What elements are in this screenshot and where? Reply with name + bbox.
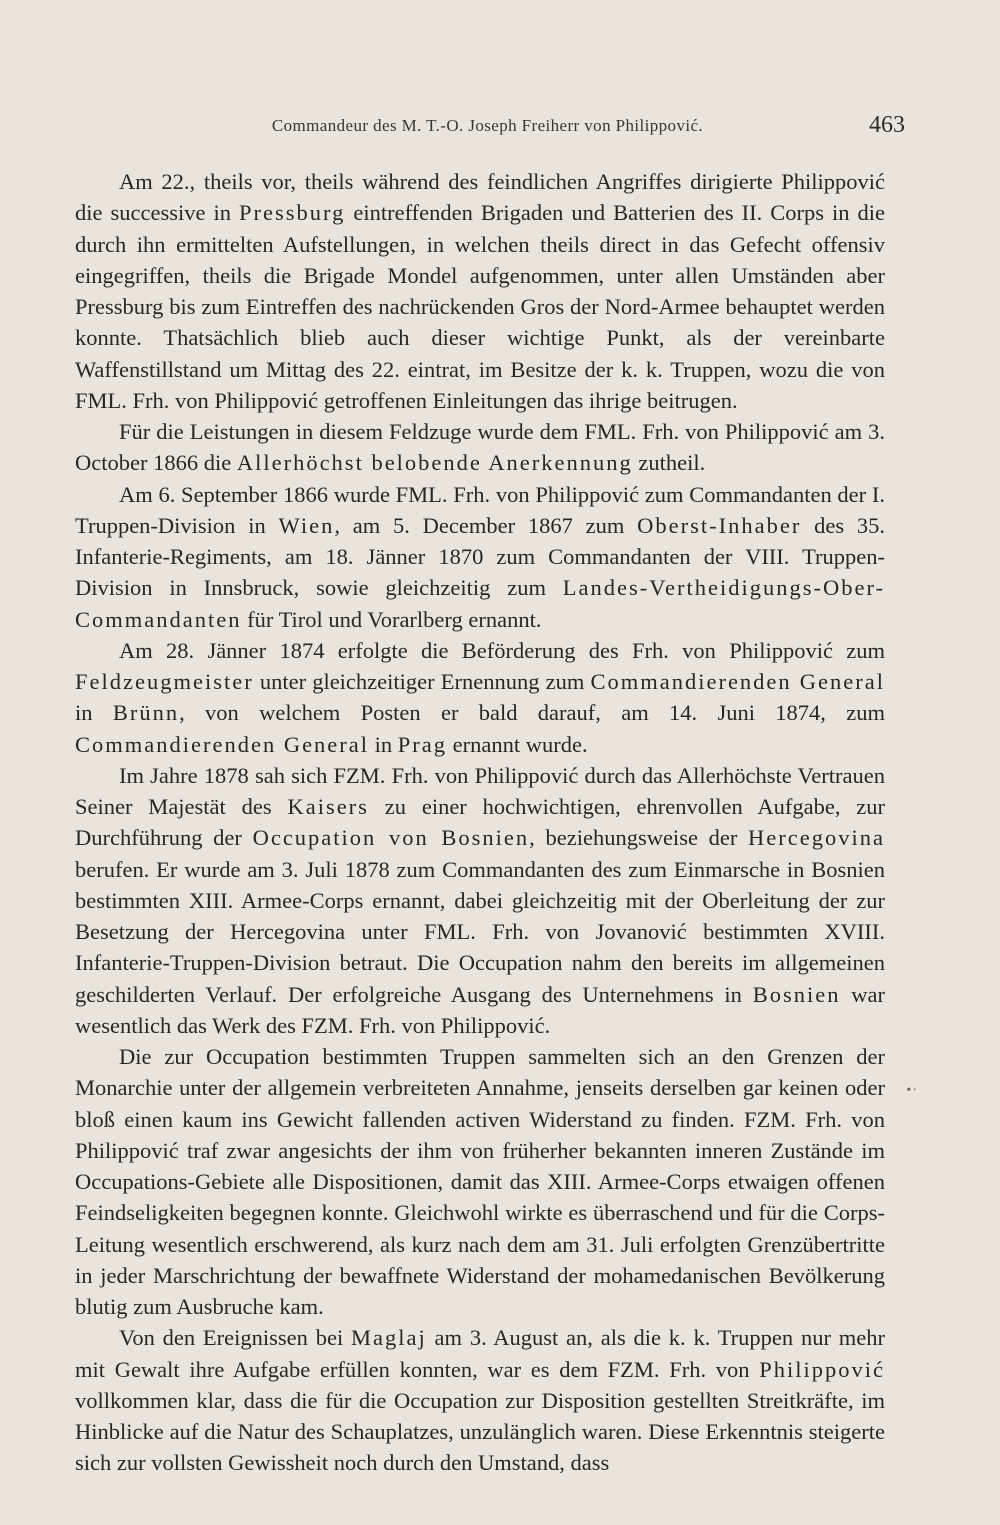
spaced-emphasis: Pressburg — [239, 200, 346, 226]
spaced-emphasis: Philippović — [759, 1356, 885, 1382]
text-run: zutheil. — [632, 450, 706, 476]
spaced-emphasis: Wien — [278, 512, 335, 538]
page-header — [70, 112, 905, 152]
text-run: unter gleichzeitiger Ernennung zum — [253, 669, 591, 694]
spaced-emphasis: Brünn — [112, 700, 180, 726]
spaced-emphasis: Bosnien — [752, 981, 841, 1007]
text-run: für Tirol und Vorarlberg ernannt. — [241, 606, 542, 632]
text-run: ernannt wurde. — [447, 731, 588, 757]
spaced-emphasis: Allerhöchst belobende Anerkennung — [236, 450, 633, 476]
spaced-emphasis: Oberst-Inhaber — [637, 512, 802, 538]
text-run: , am 5. December 1867 zum — [334, 512, 638, 538]
text-run: Am 22., theils vor, theils während des feindlichen Angriffes dirigierte Philippović die successive in — [75, 169, 885, 226]
spaced-emphasis: Prag — [397, 731, 448, 757]
spaced-emphasis: Commandierenden General — [75, 731, 370, 757]
text-run: Im Jahre 1878 sah sich FZM. Frh. von Philippović durch das Allerhöchste Vertrauen Seiner Majestät des — [75, 762, 885, 819]
paragraph — [75, 479, 885, 635]
text-run: Von den Ereignissen bei — [119, 1325, 351, 1351]
text-run: des 35. Infanterie-Regiments, am 18. Jänner 1870 zum Commandanten der VIII. Truppen-Division in Innsbruck, sowie gleichzeitig zum — [75, 512, 886, 601]
running-title: Commandeur des M. T.-O. Joseph Freiherr von Philippović. — [271, 116, 704, 135]
spaced-emphasis: Commandierenden General — [590, 669, 885, 694]
spaced-emphasis: Occupation von Bosnien — [252, 825, 530, 851]
text-run: Die zur Occupation bestimmten Truppen sammelten sich an den Grenzen der Monarchie unter der allgemein verbreiteten Annahme, jenseits derselben gar keinen oder bloß einen kaum ins Gewicht fallenden activen Widerstand zu finden. FZM. Frh. von Philippović traf zwar angesichts der ihm von früherher bekannten inneren Zustände im Occupations-Gebiete alle Dispositionen, damit das XIII. Armee-Corps etwaigen offenen Feindseligkeiten begegnen konnte. Gleichwohl wirkte es überraschend und für die Corps-Leitung wesentlich erschwerend, als kurz nach dem am 31. Juli erfolgten Grenzübertritte in jeder Marschrichtung der bewaffnete Widerstand der mohamedanischen Bevölkerung blutig zum Ausbruche kam. — [75, 1044, 885, 1319]
text-run: eintreffenden Brigaden und Batterien des II. Corps in die durch ihn ermittelten Aufstellungen, in welchen theils direct in das Gefecht offensiv eingegriffen, theils die Brigade Mondel aufgenommen, unter allen Umständen aber Pressburg bis zum Eintreffen des nachrückenden Gros der Nord-Armee behauptet werden konnte. Thatsächlich blieb auch dieser wichtige Punkt, als der vereinbarte Waffenstillstand um Mittag des 22. eintrat, im Besitze der k. k. Truppen, wozu die von FML. Frh. von Philippović getroffenen Einleitungen das ihrige beitrugen. — [75, 200, 885, 413]
text-run: zu einer hochwichtigen, ehrenvollen Aufgabe, zur Durchführung der — [75, 794, 886, 851]
paragraph — [75, 1041, 885, 1322]
paragraph — [75, 1322, 885, 1478]
text-run: in — [369, 731, 398, 757]
text-run: , beziehungsweise der — [529, 825, 749, 851]
paragraph — [75, 635, 885, 760]
text-run: Für die Leistungen in diesem Feldzuge wurde dem FML. Frh. von Philippović am 3. October 1866 die — [75, 419, 885, 476]
text-run: , von welchem Posten er bald darauf, am 14. Juni 1874, zum — [179, 700, 885, 726]
text-run: Am 6. September 1866 wurde FML. Frh. von Philippović zum Commandanten der I. Truppen-Division in — [75, 481, 885, 538]
body-text — [75, 166, 885, 1479]
spaced-emphasis: Feldzeugmeister — [75, 669, 254, 694]
text-run: in — [75, 700, 113, 726]
text-run: war wesentlich das Werk des FZM. Frh. von Philippović. — [75, 981, 885, 1038]
paragraph — [75, 760, 885, 1041]
margin-speck: •· — [906, 1083, 918, 1098]
text-run: berufen. Er wurde am 3. Juli 1878 zum Commandanten des zum Einmarsche in Bosnien bestimmten XIII. Armee-Corps ernannt, dabei gleichzeitig mit der Oberleitung der zur Besetzung der Hercegovina unter FML. Frh. von Jovanović bestimmten XVIII. Infanterie-Truppen-Division betraut. Die Occupation nahm den bereits im allgemeinen geschilderten Verlauf. Der erfolgreiche Ausgang des Unternehmens in — [75, 856, 885, 1007]
text-run: Am 28. Jänner 1874 erfolgte die Beförderung des Frh. von Philippović zum — [119, 637, 885, 663]
spaced-emphasis: Kaisers — [287, 794, 369, 819]
spaced-emphasis: Hercegovina — [748, 825, 885, 851]
paragraph — [75, 166, 885, 416]
spaced-emphasis: Maglaj — [351, 1325, 427, 1351]
page-number: 463 — [869, 112, 905, 138]
text-run: vollkommen klar, dass die für die Occupation zur Disposition gestellten Streitkräfte, im Hinblicke auf die Natur des Schauplatzes, unzulänglich waren. Diese Erkenntnis steigerte sich zur vollsten Gewissheit noch durch den Umstand, dass — [75, 1387, 885, 1476]
paragraph — [75, 416, 885, 479]
spaced-emphasis: Landes-Vertheidigungs-Ober-Commandanten — [75, 575, 885, 632]
text-run: am 3. August an, als die k. k. Truppen nur mehr mit Gewalt ihre Aufgabe erfüllen konnten, war es dem FZM. Frh. von — [75, 1325, 885, 1382]
